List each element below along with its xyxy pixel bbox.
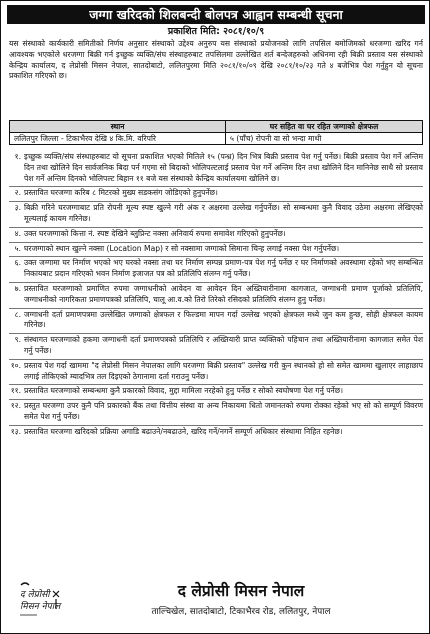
term-number: ३. xyxy=(14,203,21,213)
term-item xyxy=(9,360,423,386)
location-table-header-row xyxy=(10,121,423,133)
term-text: इच्छुक व्यक्ति/संघ संस्थाहरुबाट यो सूचना प्रकाशित भएको मितिले १५ (पन्ध्र) दिन भित्र बिक्री प्रस्ताव पेश गर्नु पर्नेछ। बिक्री प्रस्ताव पेश गर्ने अन्तिम दिन तथा खोलिने दिन सार्वजनिक बिदा पर्न गएमा सो बिदाको भोलिपल्टलाई प्रस्ताव पेश गर्ने अन्तिम दिन तथा खोलिने दिन मानिनेछ साथै सो प्रस्ताव पेश गर्ने अन्तिम दिनको भोलिपल्ट बिहान ११ बजे यस संस्थाको केन्द्रिय कार्यालयमा खोलिने छ। xyxy=(24,152,423,183)
organization-address: ताल्चिखेल, सातदोबाटो, टिकाभैरव रोड, ललितपुर, नेपाल xyxy=(151,607,331,617)
term-number: ७. xyxy=(14,283,21,293)
term-item xyxy=(9,400,423,426)
term-text: संस्थागत घरजग्गाको हकमा जग्गाधनी दर्ता प्रमाणपत्रको प्रतिलिपि र अख्तियारी प्राप्त व्यक्तिको पहिचान तथा अख्तियारीनामा कागजात समेत पेश गर्नु पर्नेछ। xyxy=(24,335,423,355)
term-text: प्रस्ताव पेश गर्दा खाममा "द लेप्रोसी मिसन नेपालका लागि घरजग्गा बिक्री प्रस्ताव" उल्लेख गरी कुन स्थानको हो सो समेत खाममा खुलाएर लाहाछाप लगाई तोकिएको म्यादभित्र तल दिइएको ठेगानामा दर्ता गराउनु पर्नेछ। xyxy=(24,360,423,381)
term-item xyxy=(9,426,423,440)
term-number: ६. xyxy=(14,258,21,268)
term-item xyxy=(9,257,423,283)
term-item xyxy=(9,228,423,243)
publication-date-value: २०८१/१०/९ xyxy=(223,26,265,37)
term-number: २. xyxy=(14,188,21,198)
term-number: ८. xyxy=(14,309,21,319)
organization-name: द लेप्रोसी मिसन नेपाल xyxy=(177,582,305,600)
term-number: ११. xyxy=(10,386,21,396)
term-item xyxy=(9,385,423,400)
term-item xyxy=(9,151,423,187)
cell-land-area: ५ (पाँच) रोपनी वा सो भन्दा माथी xyxy=(226,133,423,145)
term-text: प्रस्तावित घरजग्गा खरिदको प्रक्रिया अगाडि बढाउने/नबढाउने, खरिद गर्ने/नगर्ने सम्पूर्ण अधिकार संस्थामा निहित रहनेछ। xyxy=(24,426,343,436)
term-text: प्रस्तावित घरजग्गाको सम्बन्धमा कुनै प्रकारको विवाद, मुद्दा मामिला नरहेको हुनु पर्नेछ र सोको स्वघोषणा पेश गर्नु पर्नेछ। xyxy=(24,386,343,396)
header-land-area: घर सहित वा घर रहित जग्गाको क्षेत्रफल xyxy=(226,121,423,133)
term-number: ९. xyxy=(14,335,21,345)
cell-location: ललितपुर जिल्ला - टिकाभैरव देखि ४ कि.मि. वरिपरि xyxy=(10,133,226,145)
term-number: ४. xyxy=(14,228,21,238)
term-text: प्रस्तुत घरजग्गा उपर कुनै पनि प्रकारको बैंक तथा वित्तीय संस्था वा अन्य निकायमा धितो जमानतको रुपमा रोक्का रहेको भए सो को सम्पूर्ण विवरण समेत पेश गर्नु पर्नेछ। xyxy=(24,401,423,421)
term-text: घरजग्गाको स्थान खुल्ने नक्सा (Location Map) र सो नक्सामा जग्गाको सिमाना चिन्ह लगाई नक्सा पेश गर्नुपर्नेछ। xyxy=(24,243,340,253)
term-item xyxy=(9,187,423,202)
term-text: बिक्री गरिने घरजग्गाबाट प्रति रोपनी मूल्य स्पष्ट खुल्ने गरी अंक र अक्षरमा उल्लेख गर्नुपर्नेछ। सो सम्बन्धमा कुनै विवाद उठेमा अक्षरमा लेखिएको मूल्यलाई कायम गरिनेछ। xyxy=(24,203,423,223)
location-table xyxy=(9,120,423,145)
term-item xyxy=(9,334,423,360)
table-row xyxy=(10,133,423,145)
term-item xyxy=(9,243,423,258)
publication-date-label: प्रकाशित मिति: xyxy=(167,26,220,37)
logo-text-line-2: मिसन नेपाल xyxy=(20,602,61,612)
header-location: स्थान xyxy=(10,121,226,133)
term-number: १३. xyxy=(10,426,21,436)
term-number: १२. xyxy=(10,401,21,411)
organization-logo xyxy=(17,579,65,621)
term-text: प्रस्तावित घरजग्गाको प्रमाणित रुपमा जग्गाधनीको आवेदन वा आवेदन दिन अख्तियारीनामा कागजात, जग्गाधनी प्रमाण पूर्जाको प्रतिलिपि, जग्गाधनीको नागरिकता प्रमाणपत्रको प्रतिलिपि, चालू आ.व.को तिरो तिरेको रसिदको प्रतिलिपि संलग्न हुनु पर्नेछ। xyxy=(24,283,423,304)
publication-date xyxy=(1,26,430,38)
logo-flourish xyxy=(21,583,29,585)
term-number: ५. xyxy=(14,243,21,253)
term-text: जग्गाधनी दर्ता प्रमाणपत्रमा उल्लेखित जग्गाको क्षेत्रफल र फिल्डमा मापन गर्दा उल्लेख भएको क्षेत्रफल मध्ये जुन कम हुन्छ, सोही क्षेत्रफल कायम गरिनेछ। xyxy=(24,309,423,330)
term-text: उक्त जग्गामा घर निर्माण भएको भए घरको नक्सा तथा घर निर्माण सम्पन्न प्रमाण-पत्र पेश गर्नु पर्नेछ र घर निर्माणको अवस्थामा रहेको भए सम्बन्धित निकायबाट प्रदान गरिएको भवन निर्माण इजाजत पत्र को प्रतिलिपि संलग्न गर्नु पर्नेछ। xyxy=(24,258,423,279)
term-text: प्रस्तावित घरजग्गा करिब ८ मिटरको मुख्य सडकसंग जोडिएको हुनुपर्नेछ। xyxy=(24,188,218,198)
term-item xyxy=(9,283,423,309)
logo-text-line-1: द लेप्रोसी xyxy=(20,590,50,600)
term-text: उक्त घरजग्गाको कित्ता नं. स्पष्ट देखिने ब्लुप्रिन्ट नक्सा अनिवार्य रुपमा समावेश गरिएको हुनुपर्नेछ। xyxy=(24,228,286,238)
term-number: १. xyxy=(14,152,21,161)
intro-paragraph: यस संस्थाको कार्यकारी समितीको निर्णय अनुसार संस्थाको उद्देश्य अनुरुप यस संस्थाको प्रयोजनको लागि तपसिल बमोजिमको धरजग्गा खरिद गर्न आवश्यक भएकोले धरजग्गा बिक्री गर्न इच्छुक व्यक्ति/संघ संस्थाहरुबाट तपसिलमा उल्लेखित शर्त बन्देजहरुको अधिनमा रही बिक्री प्रस्ताव यस संस्थाको केन्द्रिय कार्यालय, द लेप्रोसी मिसन नेपाल, सातदोबाटो, ललितपुरमा मिति २०८१/१०/०९ देखि २०८१/१०/२३ गते ४ बजेभित्र पेश गर्नुहुन यो सूचना प्रकाशित गरिएको छ। xyxy=(9,39,424,81)
term-item xyxy=(9,309,423,335)
notice-title-banner: जग्गा खरिदको शिलबन्दी बोलपत्र आह्वान सम्बन्धी सूचना xyxy=(7,5,425,24)
term-number: १०. xyxy=(10,360,21,370)
terms-list xyxy=(9,151,423,440)
term-item xyxy=(9,202,423,228)
